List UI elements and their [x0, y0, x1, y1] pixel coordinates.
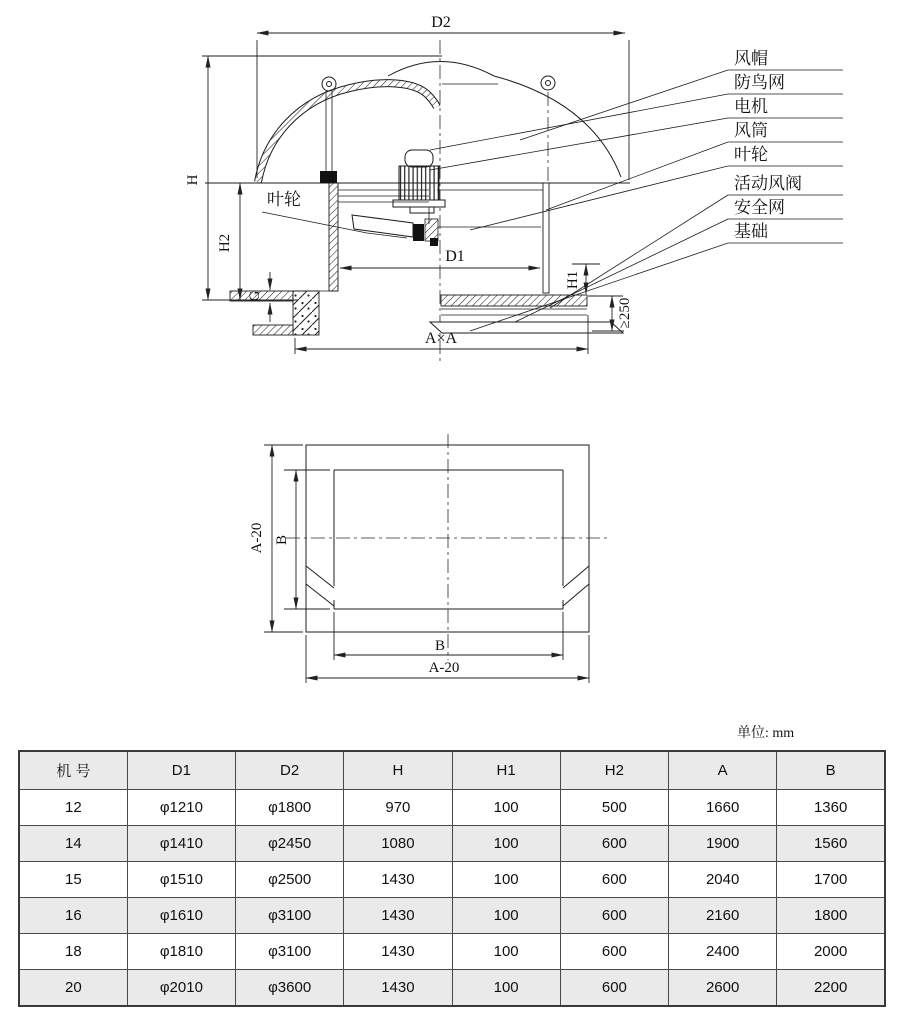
dim-label-b-left: B [274, 534, 290, 546]
table-cell: 970 [344, 790, 452, 826]
table-cell: 12 [19, 790, 127, 826]
table-cell: 100 [452, 862, 560, 898]
table-cell: φ3100 [236, 934, 344, 970]
col-header-h2: H2 [560, 751, 668, 790]
plan-inner-opening [306, 470, 589, 609]
table-cell: 15 [19, 862, 127, 898]
label-duct: 风筒 [734, 121, 768, 140]
leader-duct [546, 142, 728, 210]
table-cell: 1360 [777, 790, 885, 826]
table-cell: 100 [452, 898, 560, 934]
dim-label-b-bottom: B [434, 638, 446, 654]
table-cell: 100 [452, 970, 560, 1007]
label-foundation: 基础 [734, 222, 768, 241]
dim-label-h: H [185, 174, 201, 186]
table-row [19, 970, 885, 1007]
leader-movable-valve [550, 195, 728, 308]
leader-wind-cap [520, 70, 728, 140]
label-bird-net: 防鸟网 [734, 73, 785, 92]
table-cell: φ2450 [236, 826, 344, 862]
table-cell: 500 [560, 790, 668, 826]
table-cell: φ1410 [127, 826, 235, 862]
table-row [19, 898, 885, 934]
table-cell: 2040 [669, 862, 777, 898]
label-motor: 电机 [734, 97, 768, 116]
table-cell: φ3100 [236, 898, 344, 934]
table-cell: 1080 [344, 826, 452, 862]
motor [393, 150, 445, 213]
label-movable-valve: 活动风阀 [734, 174, 802, 193]
dim-label-d1: D1 [445, 248, 465, 265]
dim-label-min250: ≥250 [617, 297, 633, 329]
table-cell: 2000 [777, 934, 885, 970]
cap-right-shell-arc [494, 76, 621, 177]
col-header-a: A [669, 751, 777, 790]
section-view [185, 14, 843, 362]
col-header-model: 机 号 [19, 751, 127, 790]
table-cell: 100 [452, 826, 560, 862]
table-cell: 1430 [344, 970, 452, 1007]
top-dome-arc [388, 62, 494, 77]
plan-dim-A20-bottom [306, 635, 589, 683]
table-cell: φ1800 [236, 790, 344, 826]
table-cell: 100 [452, 934, 560, 970]
dim-label-h2: H2 [217, 233, 233, 253]
leader-motor [430, 118, 728, 170]
table-cell: 600 [560, 934, 668, 970]
impeller-blade [352, 215, 413, 237]
table-cell: 2160 [669, 898, 777, 934]
part-label-duct [546, 121, 843, 210]
table-row [19, 790, 885, 826]
table-row [19, 862, 885, 898]
part-label-bird-net [430, 73, 843, 150]
col-header-d2: D2 [236, 751, 344, 790]
roof-slab-right [430, 295, 623, 333]
plan-outer-frame [306, 445, 589, 632]
plan-corner-slit [306, 566, 334, 588]
table-cell: φ1810 [127, 934, 235, 970]
table-cell: φ2010 [127, 970, 235, 1007]
table-cell: 1900 [669, 826, 777, 862]
table-cell: 2400 [669, 934, 777, 970]
table-cell: 1800 [777, 898, 885, 934]
table-cell: φ1510 [127, 862, 235, 898]
table-cell: 1430 [344, 862, 452, 898]
duct-right-wall [543, 183, 549, 293]
col-header-d1: D1 [127, 751, 235, 790]
table-row [19, 826, 885, 862]
leader-bird-net [430, 94, 728, 150]
duct-left-wall [329, 183, 338, 291]
dim-label-a20-left: A-20 [249, 522, 265, 554]
table-header-row [19, 751, 885, 790]
table-cell: 1660 [669, 790, 777, 826]
dim-label-d2: D2 [431, 14, 451, 31]
table-cell: 14 [19, 826, 127, 862]
dim-AxA [295, 315, 588, 354]
table-cell: φ1210 [127, 790, 235, 826]
table-cell: 18 [19, 934, 127, 970]
table-cell: φ2500 [236, 862, 344, 898]
part-label-motor [430, 97, 843, 170]
leader-foundation [470, 243, 728, 331]
dim-label-g: G [247, 290, 263, 302]
table-cell: 1700 [777, 862, 885, 898]
plan-dim-B-bottom [334, 612, 563, 660]
leader-impeller [470, 166, 728, 230]
table-cell: 1430 [344, 934, 452, 970]
table-cell: 600 [560, 898, 668, 934]
table-cell: 2600 [669, 970, 777, 1007]
label-wind-cap: 风帽 [734, 49, 768, 68]
label-safety-net: 安全网 [734, 198, 785, 217]
table-cell: 1430 [344, 898, 452, 934]
col-header-h: H [344, 751, 452, 790]
col-header-h1: H1 [452, 751, 560, 790]
dim-label-axa: A×A [424, 330, 458, 347]
table-cell: 1560 [777, 826, 885, 862]
table-cell: 20 [19, 970, 127, 1007]
table-cell: 600 [560, 970, 668, 1007]
dim-label-a20-bottom: A-20 [428, 660, 460, 676]
label-impeller: 叶轮 [734, 145, 768, 164]
impeller [352, 207, 541, 246]
plan-dim-B-left [274, 470, 330, 609]
table-cell: 600 [560, 826, 668, 862]
table-cell: 600 [560, 862, 668, 898]
table-cell: 100 [452, 790, 560, 826]
table-cell: 2200 [777, 970, 885, 1007]
col-header-b: B [777, 751, 885, 790]
impeller-label-text: 叶轮 [267, 190, 301, 209]
unit-label: 单位: mm [737, 726, 795, 741]
dimension-table [18, 750, 886, 1007]
plan-view [249, 434, 610, 683]
table-cell: φ3600 [236, 970, 344, 1007]
table-cell: φ1610 [127, 898, 235, 934]
table-cell: 16 [19, 898, 127, 934]
dim-D2 [257, 14, 629, 180]
dim-H2 [217, 183, 240, 300]
table-row [19, 934, 885, 970]
dim-label-h1: H1 [565, 270, 581, 290]
part-label-movable-valve [550, 174, 843, 308]
